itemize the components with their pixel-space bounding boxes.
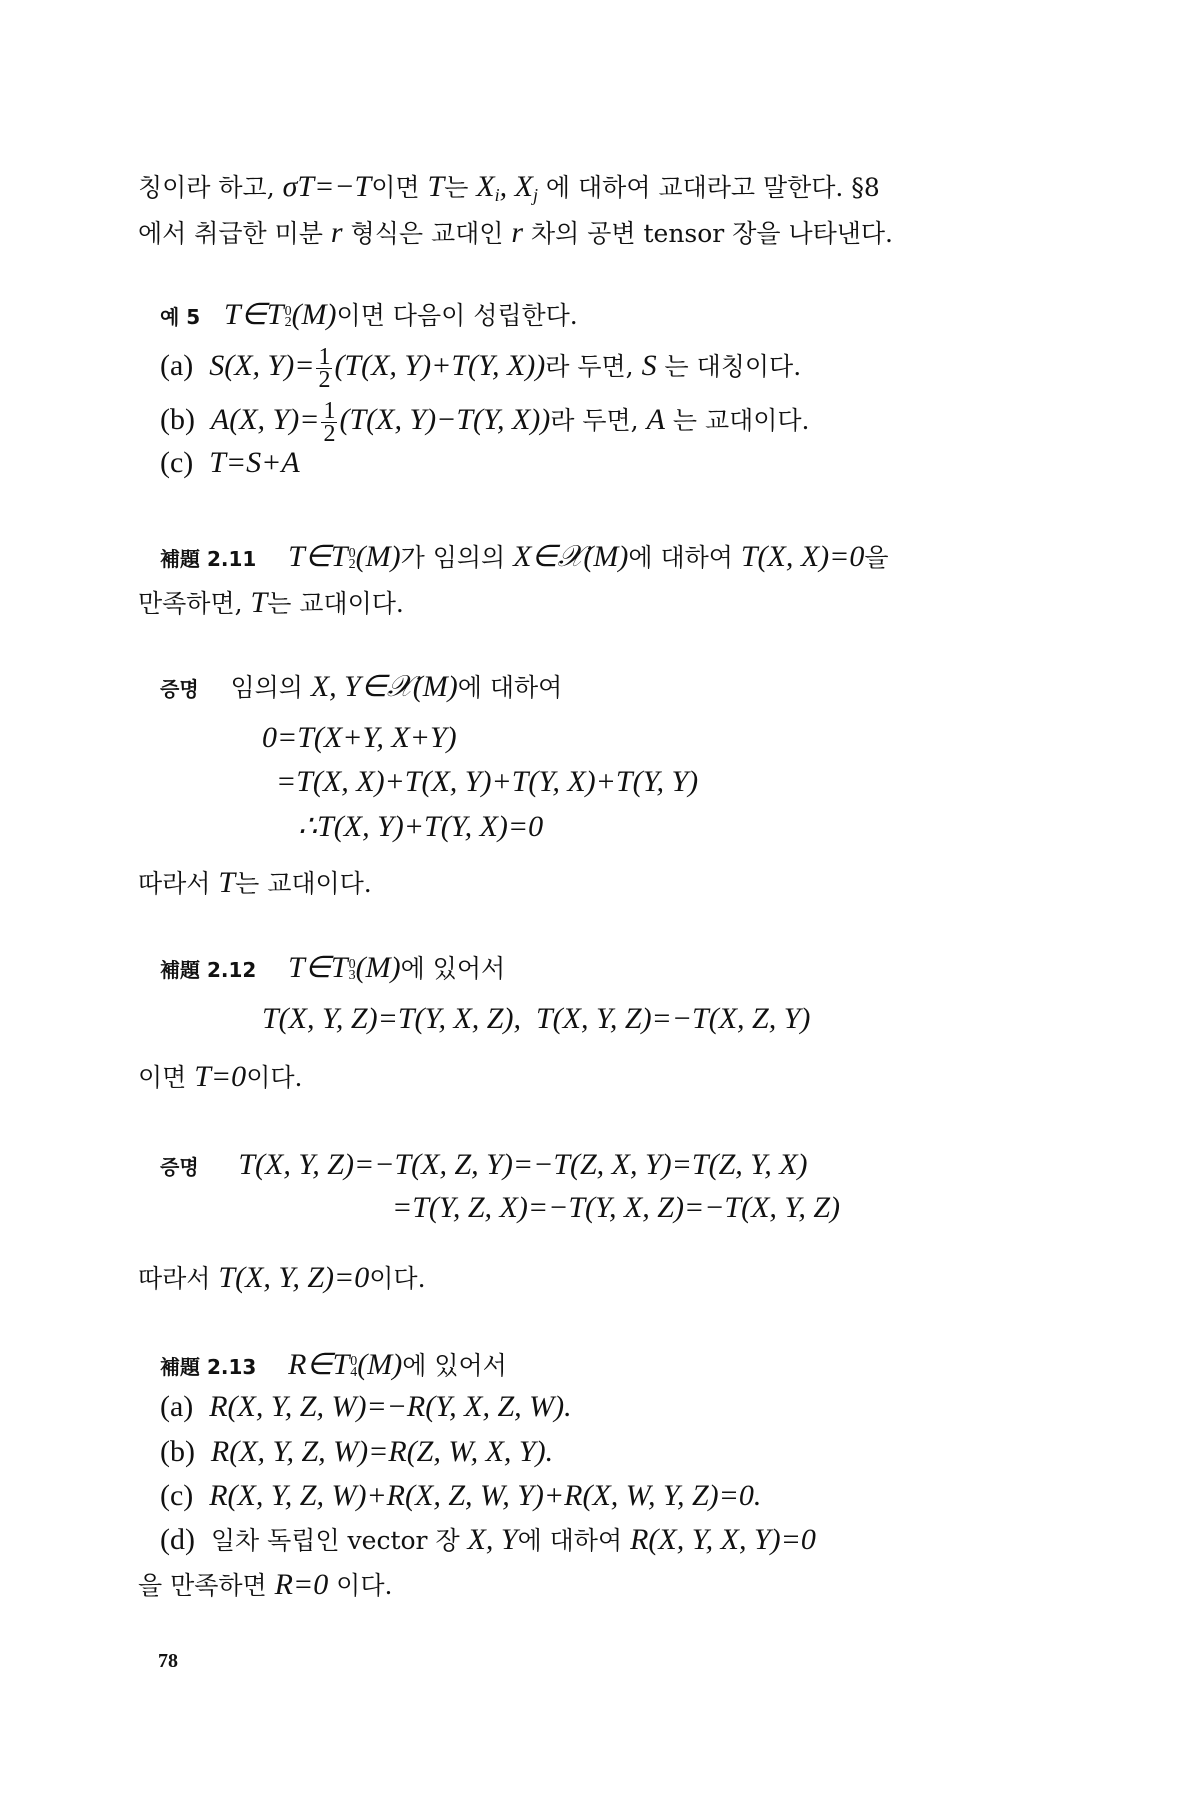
example5-statement <box>160 300 578 332</box>
math: X, Y <box>467 1523 518 1556</box>
math: r <box>511 216 524 249</box>
math: T=0 <box>194 1060 247 1093</box>
lemma-label: 補題 2.11 <box>160 547 257 571</box>
text: 는 교대이다. <box>267 589 404 618</box>
example-label: 예 5 <box>160 305 201 329</box>
numerator: 1 <box>323 398 336 424</box>
math: T <box>427 170 445 203</box>
example5-item-a <box>160 346 801 391</box>
denominator: 2 <box>318 367 331 393</box>
text: 는 교대이다. <box>235 869 372 898</box>
proof-2-12-line-2 <box>392 1193 840 1223</box>
math: ∴T(X, Y)+T(Y, X)=0 <box>298 810 544 843</box>
text: 는 교대이다. <box>664 406 810 435</box>
text: 일차 독립인 vector 장 <box>210 1526 468 1555</box>
math: R(X, Y, Z, W)+R(X, Z, W, Y)+R(X, W, Y, Z)=0. <box>209 1479 762 1512</box>
subscript: 2 <box>348 557 356 573</box>
proof-2-11-head <box>160 672 562 704</box>
math: T(X, Y, Z)=T(Y, X, Z), T(X, Y, Z)=−T(X, Z, Y) <box>262 1002 811 1035</box>
math: X <box>476 170 495 203</box>
text: 에 대하여 <box>517 1526 631 1555</box>
item-tag: (a) <box>160 349 194 382</box>
superscript: 0 <box>350 1354 358 1370</box>
text: 이다. <box>369 1264 426 1293</box>
text: 따라서 <box>138 869 219 898</box>
subscript: 3 <box>348 968 356 984</box>
math: T∈T <box>288 540 348 573</box>
example5-item-c <box>160 448 300 479</box>
math: =T(Y, Z, X)=−T(Y, X, Z)=−T(X, Y, Z) <box>392 1191 841 1224</box>
math: (M) <box>355 540 401 573</box>
text: 에 대하여 교대라고 말한다. §8 <box>537 173 880 202</box>
lemma-2-13-item-c <box>160 1481 761 1512</box>
math: R(X, Y, Z, W)=R(Z, W, X, Y). <box>210 1435 554 1468</box>
text: 차의 공변 tensor 장을 나타낸다. <box>523 219 893 248</box>
item-tag: (c) <box>160 446 194 479</box>
text: 따라서 <box>138 1264 219 1293</box>
text: 형식은 교대인 <box>342 219 512 248</box>
text: 에 대하여 <box>628 543 741 572</box>
text: 만족하면, <box>138 589 251 618</box>
fraction <box>316 346 332 391</box>
lemma-2-13-head <box>160 1350 507 1382</box>
math: T(X, Y, Z)=0 <box>218 1261 370 1294</box>
math: , X <box>499 170 533 203</box>
text: 가 임의의 <box>400 543 514 572</box>
page-number: 78 <box>158 1650 178 1672</box>
lemma-2-12-equation <box>262 1004 810 1034</box>
text: 임의의 <box>230 673 311 702</box>
example5-item-b <box>160 400 810 445</box>
intro-line-2 <box>138 218 893 249</box>
lemma-2-13-item-d <box>160 1525 816 1556</box>
lemma-2-12-head <box>160 953 505 985</box>
proof-2-12-line-1 <box>160 1150 808 1182</box>
item-tag: (b) <box>160 403 195 436</box>
math: R(X, Y, X, Y)=0 <box>630 1523 816 1556</box>
math: X, Y∈𝒳(M) <box>310 670 458 703</box>
proof-label: 증명 <box>160 1155 199 1179</box>
math: =T(X, X)+T(X, Y)+T(Y, X)+T(Y, Y) <box>276 765 699 798</box>
superscript: 0 <box>348 546 356 562</box>
math: (T(X, Y)+T(Y, X)) <box>334 349 546 382</box>
subscript: j <box>532 185 538 205</box>
item-tag: (a) <box>160 1390 194 1423</box>
fraction <box>321 400 337 445</box>
lemma-2-11-line-2 <box>138 588 404 619</box>
math: T <box>218 866 236 899</box>
math: (T(X, Y)−T(Y, X)) <box>339 403 551 436</box>
text: 이다. <box>246 1063 303 1092</box>
text: 에 있어서 <box>402 1351 507 1380</box>
numerator: 1 <box>318 344 331 370</box>
math: 0=T(X+Y, X+Y) <box>262 721 457 754</box>
proof-2-11-eq-2 <box>276 767 698 797</box>
proof-2-11-conclusion <box>138 868 372 899</box>
text: 라 두면, <box>545 352 642 381</box>
lemma-label: 補題 2.12 <box>160 958 257 982</box>
math: T∈T <box>288 951 348 984</box>
text: 에 있어서 <box>400 954 506 983</box>
math: σT=−T <box>282 170 372 203</box>
math: T∈T <box>224 298 284 331</box>
math: (M) <box>291 298 337 331</box>
text: 는 대칭이다. <box>656 352 802 381</box>
subscript: i <box>494 185 500 205</box>
superscript: 0 <box>348 957 356 973</box>
text: 이다. <box>328 1571 393 1600</box>
text: 라 두면, <box>550 406 647 435</box>
math: R(X, Y, Z, W)=−R(Y, X, Z, W). <box>209 1390 572 1423</box>
math: T(X, X)=0 <box>740 540 865 573</box>
text: 에 대하여 <box>457 673 563 702</box>
proof-2-11-eq-1 <box>262 723 457 753</box>
lemma-2-11-line-1 <box>160 542 889 574</box>
math: R=0 <box>274 1568 329 1601</box>
math: (M) <box>355 951 401 984</box>
item-tag: (d) <box>160 1523 195 1556</box>
intro-line-1 <box>138 172 880 210</box>
subscript: 2 <box>284 315 292 331</box>
lemma-2-13-item-b <box>160 1437 553 1468</box>
text: 는 <box>444 173 477 202</box>
item-tag: (b) <box>160 1435 195 1468</box>
math: R∈T <box>288 1348 350 1381</box>
text: 이면 <box>371 173 428 202</box>
math: T <box>250 586 268 619</box>
item-tag: (c) <box>160 1479 194 1512</box>
lemma-2-13-item-a <box>160 1392 572 1423</box>
math: T=S+A <box>209 446 300 479</box>
lemma-2-12-tail <box>138 1062 302 1093</box>
lemma-label: 補題 2.13 <box>160 1355 257 1379</box>
proof-label: 증명 <box>160 677 199 701</box>
proof-2-12-conclusion <box>138 1263 426 1294</box>
math: X∈𝒳(M) <box>513 540 629 573</box>
math: S(X, Y)= <box>209 349 315 382</box>
math: r <box>330 216 343 249</box>
math: A <box>646 403 665 436</box>
proof-2-11-eq-3 <box>298 812 543 842</box>
text: 칭이라 하고, <box>138 173 283 202</box>
text: 을 만족하면 <box>138 1571 275 1600</box>
math: (M) <box>357 1348 403 1381</box>
text: 이면 다음이 성립한다. <box>336 301 578 330</box>
math: T(X, Y, Z)=−T(X, Z, Y)=−T(Z, X, Y)=T(Z, Y, X) <box>238 1148 808 1181</box>
text: 을 <box>864 543 889 572</box>
math: A(X, Y)= <box>210 403 320 436</box>
subscript: 4 <box>350 1365 358 1381</box>
denominator: 2 <box>323 421 336 447</box>
lemma-2-13-last <box>138 1570 392 1601</box>
superscript: 0 <box>284 304 292 320</box>
text: 이면 <box>138 1063 195 1092</box>
text: 에서 취급한 미분 <box>138 219 331 248</box>
math: S <box>641 349 657 382</box>
